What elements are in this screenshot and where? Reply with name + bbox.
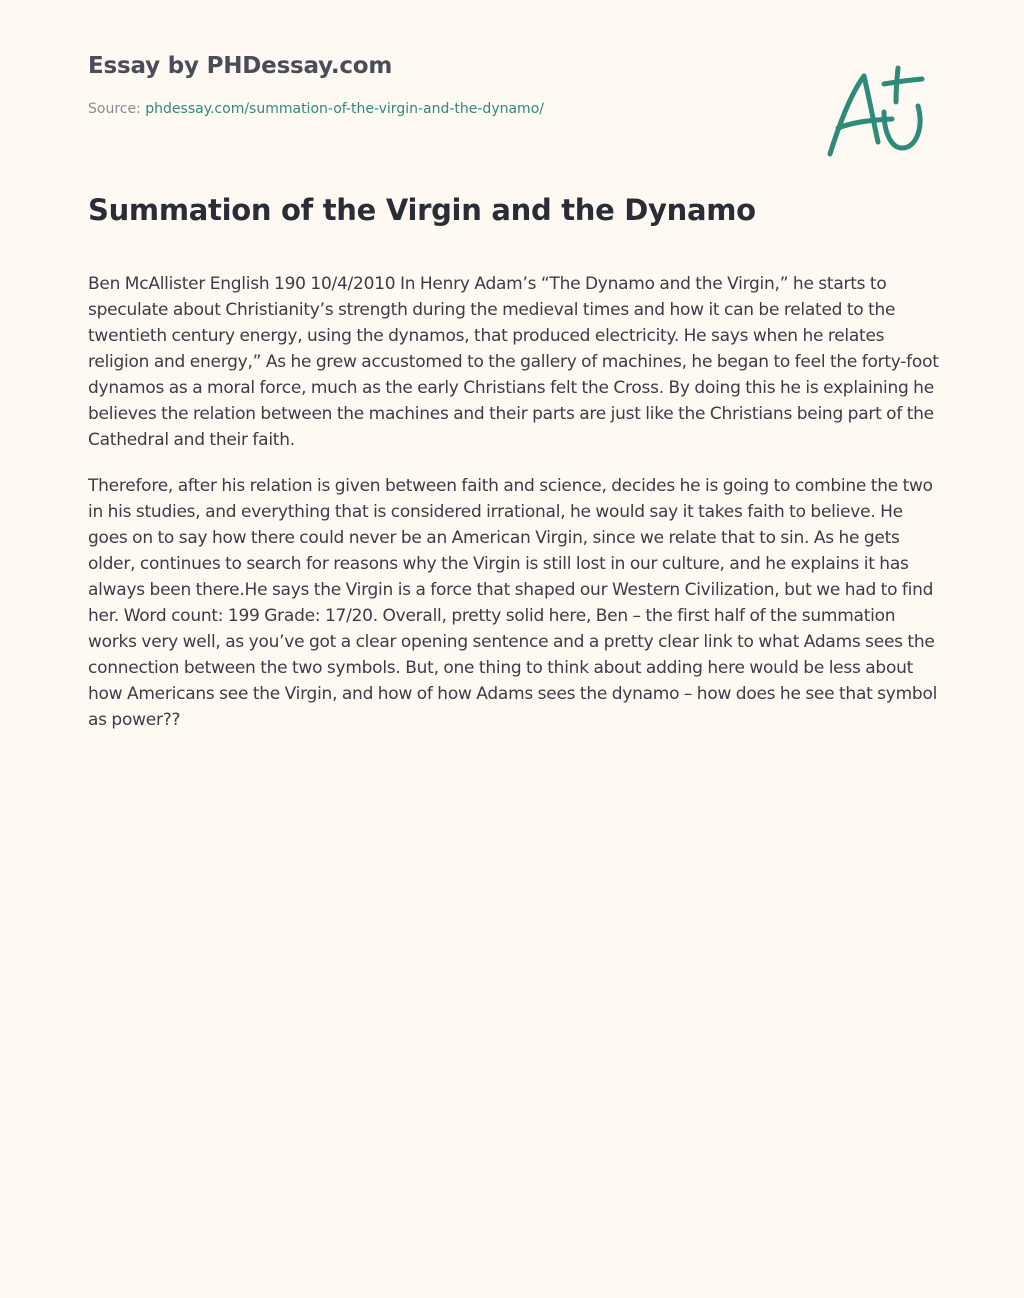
page-header: [88, 50, 788, 119]
brand-title: Essay by PHDessay.com: [88, 53, 393, 79]
paragraph: Therefore, after his relation is given between faith and science, decides he is going to combine the two in his studies, and everything that is considered irrational, he would say it takes faith to believe. He goes on to say how there could never be an American Virgin, since we relate that to sin. As he gets older, continues to search for reasons why the Virgin is still lost in our culture, and he explains it has always been there.He says the Virgin is a force that shaped our Western Civilization, but we had to find her. Word count: 199 Grade: 17/20. Overall, pretty solid here, Ben – the first half of the summation works very well, as you’ve got a clear opening sentence and a pretty clear link to what Adams sees the connection between the two symbols. But, one thing to think about adding here would be less about how Americans see the Virgin, and how of how Adams sees the dynamo – how does he see that symbol as power??: [88, 476, 938, 730]
document-title: Summation of the Virgin and the Dynamo: [88, 193, 756, 227]
source-link[interactable]: phdessay.com/summation-of-the-virgin-and-the-dynamo/: [145, 101, 544, 117]
paragraph: Ben McAllister English 190 10/4/2010 In Henry Adam’s “The Dynamo and the Virgin,” he starts to speculate about Christianity’s strength during the medieval times and how it can be related to the twentieth century energy, using the dynamos, that produced electricity. He says when he relates religion and energy,” As he grew accustomed to the gallery of machines, he began to feel the forty-foot dynamos as a moral force, much as the early Christians felt the Cross. By doing this he is explaining he believes the relation between the machines and their parts are just like the Christians being part of the Cathedral and their faith.: [88, 274, 939, 450]
source-label: Source:: [88, 101, 146, 117]
a-plus-icon: [820, 62, 930, 162]
source-line: [88, 99, 788, 119]
document-body: [88, 271, 940, 753]
